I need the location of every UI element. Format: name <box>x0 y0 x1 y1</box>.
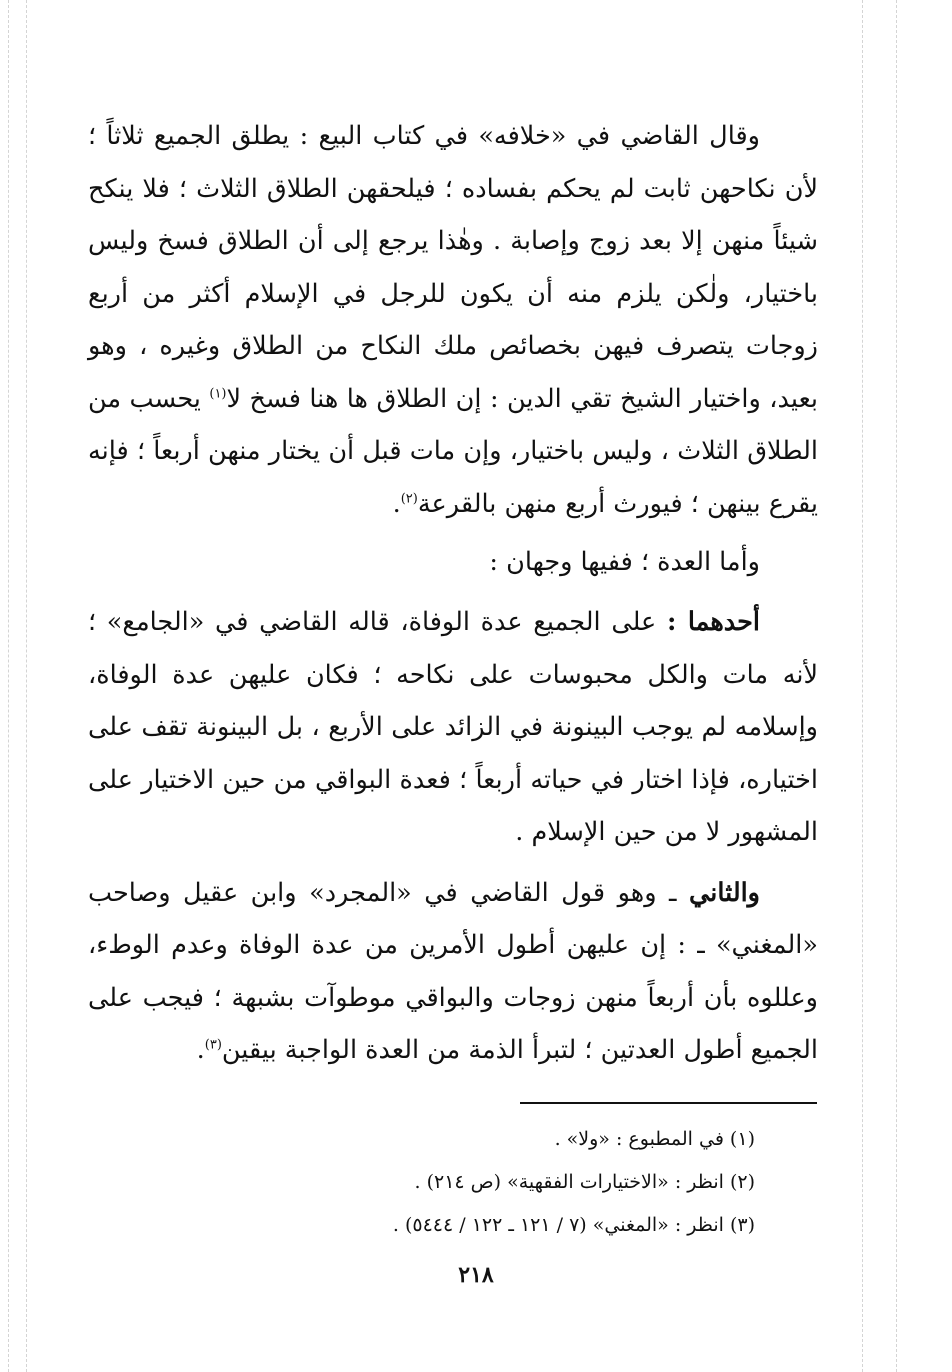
paragraph-3-text: على الجميع عدة الوفاة، قاله القاضي في «الجامع» ؛ لأنه مات والكل محبوسات على نكاحه ؛ فكان عليهن عدة الوفاة، وإسلامه لم يوجب البينونة في الزائد على الأربع ، بل البينونة تقف على اختياره، فإذا اختار في حياته أربعاً ؛ فعدة البواقي من حين الاختيار على المشهور لا من حين الإسلام . <box>88 607 818 847</box>
page-number: ٢١٨ <box>458 1262 494 1288</box>
footnote-ref-2: (٢) <box>400 491 418 506</box>
page-body <box>88 110 818 1077</box>
paragraph-1-text: وقال القاضي في «خلافه» في كتاب البيع : يطلق الجميع ثلاثاً ؛ لأن نكاحهن ثابت لم يحكم بفساده ؛ فيلحقهن الطلاق الثلاث ؛ فلا ينكح شيئاً منهن إلا بعد زوج وإصابة . وهٰذا يرجع إلى أن الطلاق فسخ وليس باختيار، ولٰكن يلزم منه أن يكون للرجل في الإسلام أكثر من أربع زوجات يتصرف فيهن بخصائص ملك النكاح من الطلاق وغيره ، وهو بعيد، واختيار الشيخ تقي الدين : إن الطلاق ها هنا فسخ لا <box>88 121 818 414</box>
paragraph-2 <box>88 536 818 590</box>
footnote-2: (٢) انظر : «الاختيارات الفقهية» (ص ٢١٤) . <box>414 1171 755 1193</box>
footnotes <box>300 1118 755 1247</box>
paragraph-1 <box>88 110 818 530</box>
paragraph-1-end: . <box>392 488 401 519</box>
footnote-ref-3: (٣) <box>204 1037 222 1053</box>
paragraph-4 <box>88 867 818 1077</box>
scan-edge-left-inner <box>26 0 27 1372</box>
paragraph-2-text: وأما العدة ؛ ففيها وجهان : <box>489 547 760 577</box>
scan-edge-right <box>896 0 897 1372</box>
paragraph-4-end: . <box>196 1035 205 1065</box>
paragraph-3-lead: أحدهما : <box>666 607 761 637</box>
paragraph-1-text-cont: يحسب من الطلاق الثلاث ، وليس باختيار، وإن مات قبل أن يختار منهن أربعاً ؛ فإنه يقرع بينهن ؛ فيورث أربع منهن بالقرعة <box>88 383 818 519</box>
paragraph-4-lead: والثاني <box>689 877 760 908</box>
paragraph-4-text: ـ وهو قول القاضي في «المجرد» وابن عقيل وصاحب «المغني» ـ : إن عليهن أطول الأمرين من عدة الوفاة وعدم الوطء، وعللوه بأن أربعاً منهن زوجات والبواقي موطوآت بشبهة ؛ فيجب على الجميع أطول العدتين ؛ لتبرأ الذمة من العدة الواجبة بيقين <box>88 877 818 1065</box>
footnote-ref-1: (١) <box>209 386 227 401</box>
paragraph-3 <box>88 596 818 859</box>
footnote-3: (٣) انظر : «المغني» (٧ / ١٢١ ـ ١٢٢ / ٥٤٤٤) . <box>392 1214 755 1236</box>
scan-edge-left <box>8 0 9 1372</box>
scan-edge-right-inner <box>862 0 863 1372</box>
footnote-1: (١) في المطبوع : «ولا» . <box>554 1128 755 1150</box>
footnote-separator <box>520 1102 817 1104</box>
